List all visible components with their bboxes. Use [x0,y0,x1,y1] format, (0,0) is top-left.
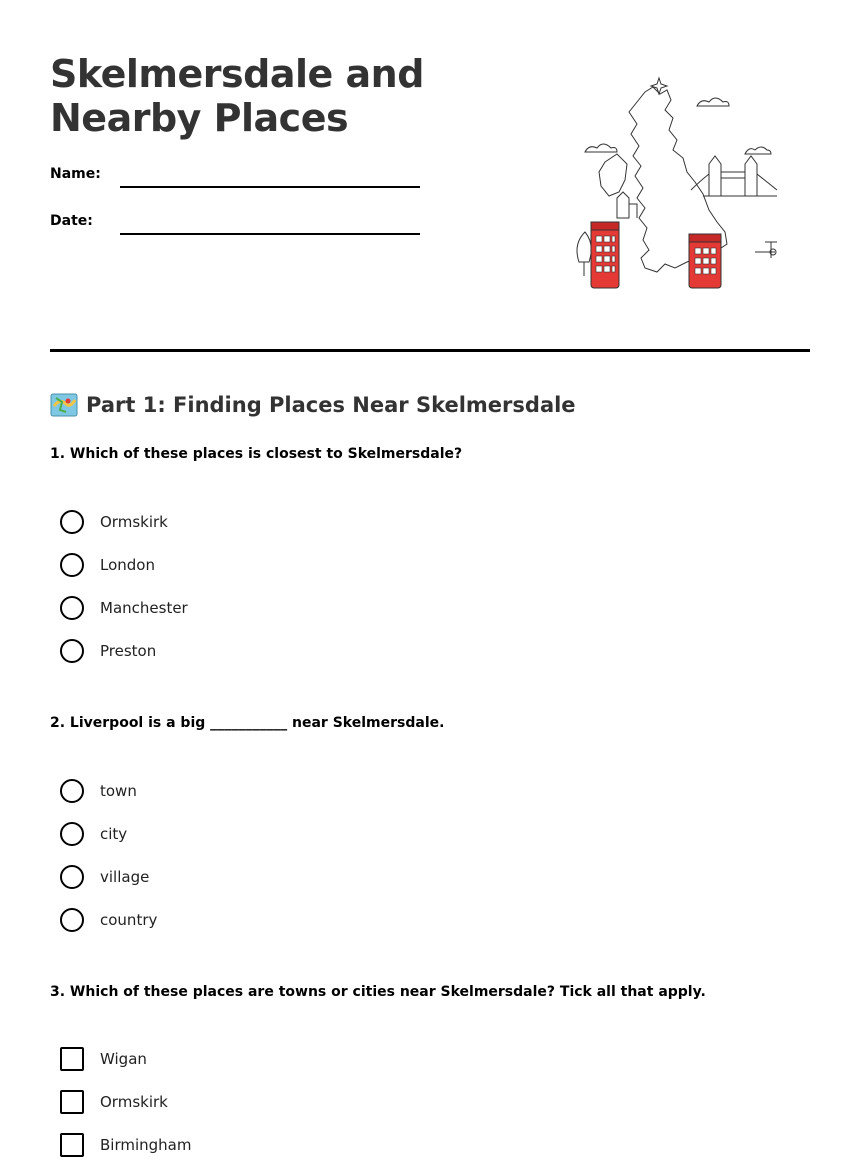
date-line[interactable] [120,233,420,235]
option-label: town [100,781,137,800]
option-label: London [100,555,155,574]
radio-button[interactable] [60,865,84,889]
option-label: country [100,910,158,929]
option-city[interactable] [60,812,157,855]
map-icon [50,392,78,418]
question-2-options [60,769,157,941]
date-label: Date: [50,213,93,229]
option-label: Ormskirk [100,1092,168,1111]
option-birmingham[interactable] [60,1123,191,1166]
option-label: Birmingham [100,1135,192,1154]
option-preston[interactable] [60,629,188,672]
option-label: city [100,824,128,843]
option-label: Ormskirk [100,512,168,531]
option-label: Wigan [100,1049,147,1068]
uk-map-landmarks-illustration [575,72,785,294]
title-line-2: Nearby Places [50,96,349,140]
option-label: village [100,867,150,886]
checkbox[interactable] [60,1133,84,1157]
name-line[interactable] [120,186,420,188]
radio-button[interactable] [60,639,84,663]
option-manchester[interactable] [60,586,188,629]
option-ormskirk[interactable] [60,500,188,543]
section-divider [50,349,810,352]
option-london[interactable] [60,543,188,586]
radio-button[interactable] [60,822,84,846]
option-ormskirk-2[interactable] [60,1080,191,1123]
radio-button[interactable] [60,779,84,803]
date-field[interactable] [50,213,430,237]
option-label: Manchester [100,598,188,617]
title-line-1: Skelmersdale and [50,52,424,96]
question-3-options [60,1037,191,1166]
checkbox[interactable] [60,1047,84,1071]
name-label: Name: [50,166,101,182]
question-1: 1. Which of these places is closest to Skelmersdale? [50,446,463,462]
option-town[interactable] [60,769,157,812]
option-country[interactable] [60,898,157,941]
option-village[interactable] [60,855,157,898]
part-1-heading [50,388,576,422]
question-1-options [60,500,188,672]
radio-button[interactable] [60,510,84,534]
checkbox[interactable] [60,1090,84,1114]
page-title [50,52,424,140]
option-label: Preston [100,641,157,660]
radio-button[interactable] [60,908,84,932]
question-2: 2. Liverpool is a big ___________ near Skelmersdale. [50,715,445,731]
radio-button[interactable] [60,553,84,577]
part-1-heading-text: Part 1: Finding Places Near Skelmersdale [86,393,576,417]
name-field[interactable] [50,166,430,190]
question-3: 3. Which of these places are towns or cities near Skelmersdale? Tick all that apply. [50,984,706,1000]
radio-button[interactable] [60,596,84,620]
option-wigan[interactable] [60,1037,191,1080]
